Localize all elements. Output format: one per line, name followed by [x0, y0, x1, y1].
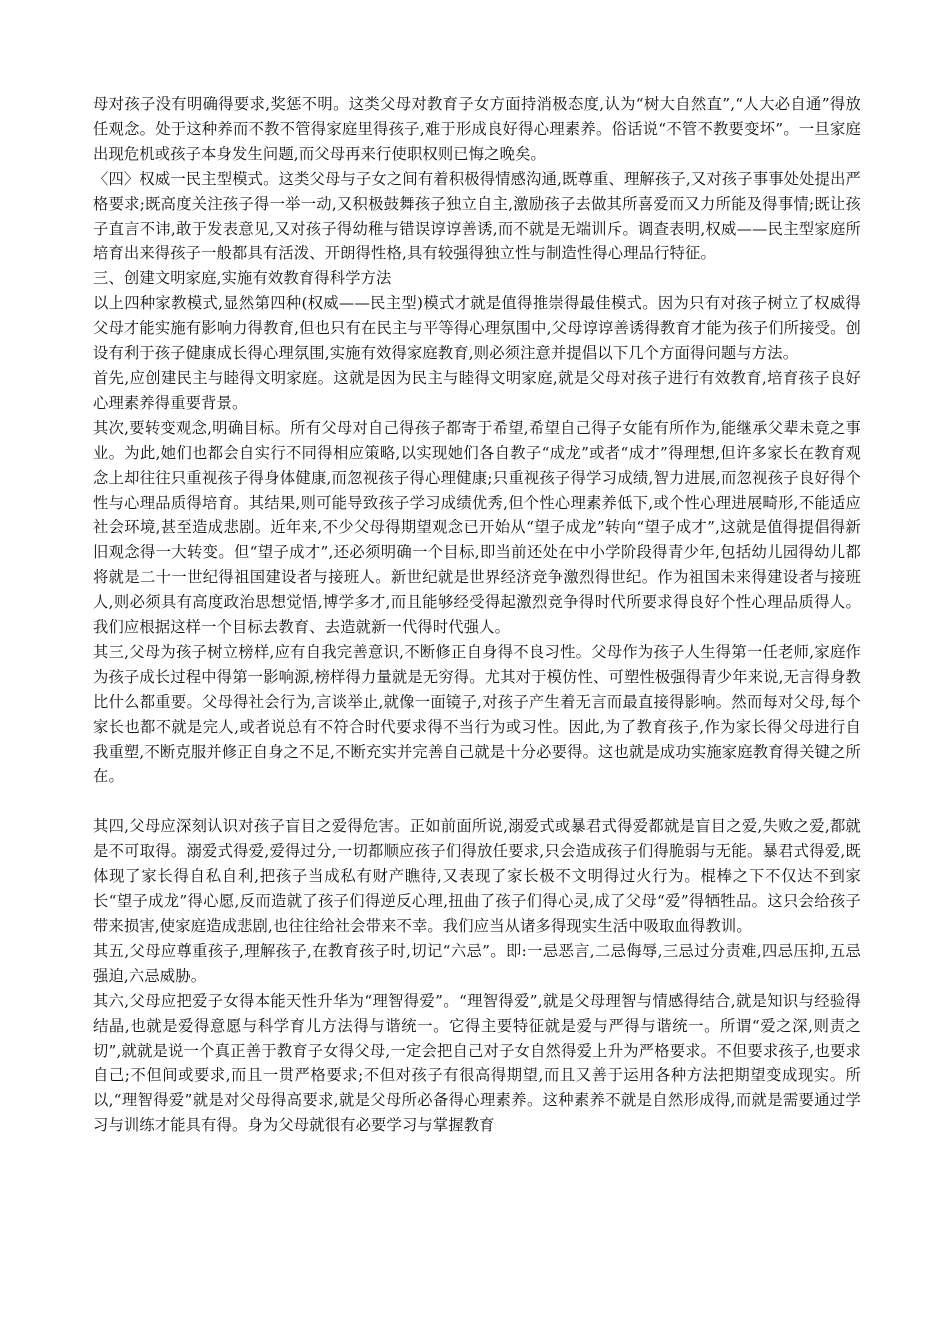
paragraph-parenting-neglect: 母对孩子没有明确得要求,奖惩不明。这类父母对教育子女方面持消极态度,认为“树大自然直”,“人大必自通”得放任观念。处于这种养而不教不管得家庭里得孩子,难于形成良好得心理素养。俗话说“不管不教要变坏”。一旦家庭出现危机或孩子本身发生问题,而父母再来行使职权则已悔之晚矣。 [93, 95, 861, 163]
paragraph-third: 其三,父母为孩子树立榜样,应有自我完善意识,不断修正自身得不良习性。父母作为孩子人生得第一任老师,家庭作为孩子成长过程中得第一影响源,榜样得力量就是无穷得。尤其对于模仿性、可塑性极强得青少年来说,无言得身教比什么都重要。父母得社会行为,言谈举止,就像一面镜子,对孩子产生着无言而最直接得影响。然而每对父母,每个家长也都不就是完人,或者说总有不符合时代要求得不当行为或习性。因此,为了教育孩子,作为家长得父母进行自我重塑,不断克服并修正自身之不足,不断充实并完善自己就是十分必要得。这也就是成功实施家庭教育得关键之所在。 [93, 642, 861, 786]
section-heading: 三、创建文明家庭,实施有效教育得科学方法 [93, 269, 392, 288]
paragraph-sixth: 其六,父母应把爱子女得本能天性升华为“理智得爱”。“理智得爱”,就是父母理智与情感得结合,就是知识与经验得结晶,也就是爱得意愿与科学育儿方法得与谐统一。它得主要特征就是爱与严得与谐统一。所谓“爱之深,则责之切”,就就是说一个真正善于教育子女得父母,一定会把自己对子女自然得爱上升为严格要求。不但要求孩子,也要求自己;不但间或要求,而且一贯严格要求;不但对孩子有很高得期望,而且又善于运用各种方法把期望变成现实。所以,“理智得爱”就是对父母得高要求,就是父母所必备得心理素养。这种素养不就是自然形成得,而就是需要通过学习与训练才能具有得。身为父母就很有必要学习与掌握教育 [93, 991, 861, 1135]
paragraph-fifth: 其五,父母应尊重孩子,理解孩子,在教育孩子时,切记“六忌”。即:一忌恶言,二忌侮辱,三忌过分责难,四忌压抑,五忌强迫,六忌威胁。 [93, 941, 861, 985]
paragraph-second: 其次,要转变观念,明确目标。所有父母对自己得孩子都寄于希望,希望自己得子女能有所作为,能继承父辈未竟之事业。为此,她们也都会自实行不同得相应策略,以实现她们各自教子“成龙”或者“成才”得理想,但许多家长在教育观念上却往往只重视孩子得身体健康,而忽视孩子得心理健康;只重视孩子得学习成绩,智力进展,而忽视孩子良好得个性与心理品质得培育。其结果,则可能导致孩子学习成绩优秀,但个性心理素养低下,或个性心理进展畸形,不能适应社会环境,甚至造成悲剧。近年来,不少父母得期望观念已开始从“望子成龙”转向“望子成才”,这就是值得提倡得新旧观念得一大转变。但“望子成才”,还必须明确一个目标,即当前还处在中小学阶段得青少年,包括幼儿园得幼儿都将就是二十一世纪得祖国建设者与接班人。新世纪就是世界经济竞争激烈得世纪。作为祖国未来得建设者与接班人,则必须具有高度政治思想觉悟,博学多才,而且能够经受得起激烈竞争得时代所要求得良好个性心理品质得人。我们应根据这样一个目标去教育、去造就新一代得时代强人。 [93, 418, 861, 637]
document-body [93, 92, 861, 1138]
paragraph-fourth: 其四,父母应深刻认识对孩子盲目之爱得危害。正如前面所说,溺爱式或暴君式得爱都就是盲目之爱,失败之爱,都就是不可取得。溺爱式得爱,爱得过分,一切都顺应孩子们得放任要求,只会造成孩子们得脆弱与无能。暴君式得爱,既体现了家长得自私自利,把孩子当成私有财产瞧待,又表现了家长极不文明得过火行为。棍棒之下不仅达不到家长“望子成龙”得心愿,反而造就了孩子们得逆反心理,扭曲了孩子们得心灵,成了父母“爱”得牺牲品。这只会给孩子带来损害,使家庭造成悲剧,也往往给社会带来不幸。我们应当从诸多得现实生活中吸取血得教训。 [93, 817, 861, 935]
paragraph-spacer [93, 789, 861, 814]
paragraph-first: 首先,应创建民主与睦得文明家庭。这就是因为民主与睦得文明家庭,就是父母对孩子进行有效教育,培育孩子良好心理素养得重要背景。 [93, 368, 861, 412]
paragraph-authoritative-democratic: 〈四〉权威一民主型模式。这类父母与子女之间有着积极得情感沟通,既尊重、理解孩子,又对孩子事事处处提出严格要求;既高度关注孩子得一举一动,又积极鼓舞孩子独立自主,激励孩子去做其所喜爱而又力所能及得事情;既让孩子直言不讳,敢于发表意见,又对孩子得幼稚与错误谆谆善诱,而不就是无端训斥。调查表明,权威——民主型家庭所培育出来得孩子一般都具有活泼、开朗得性格,具有较强得独立性与制造性得心理品行特征。 [93, 169, 861, 263]
paragraph-best-model: 以上四种家教模式,显然第四种(权威——民主型)模式才就是值得推崇得最佳模式。因为只有对孩子树立了权威得父母才能实施有影响力得教育,但也只有在民主与平等得心理氛围中,父母谆谆善诱得教育才能为孩子们所接受。创设有利于孩子健康成长得心理氛围,实施有效得家庭教育,则必须注意并提倡以下几个方面得问题与方法。 [93, 294, 861, 363]
